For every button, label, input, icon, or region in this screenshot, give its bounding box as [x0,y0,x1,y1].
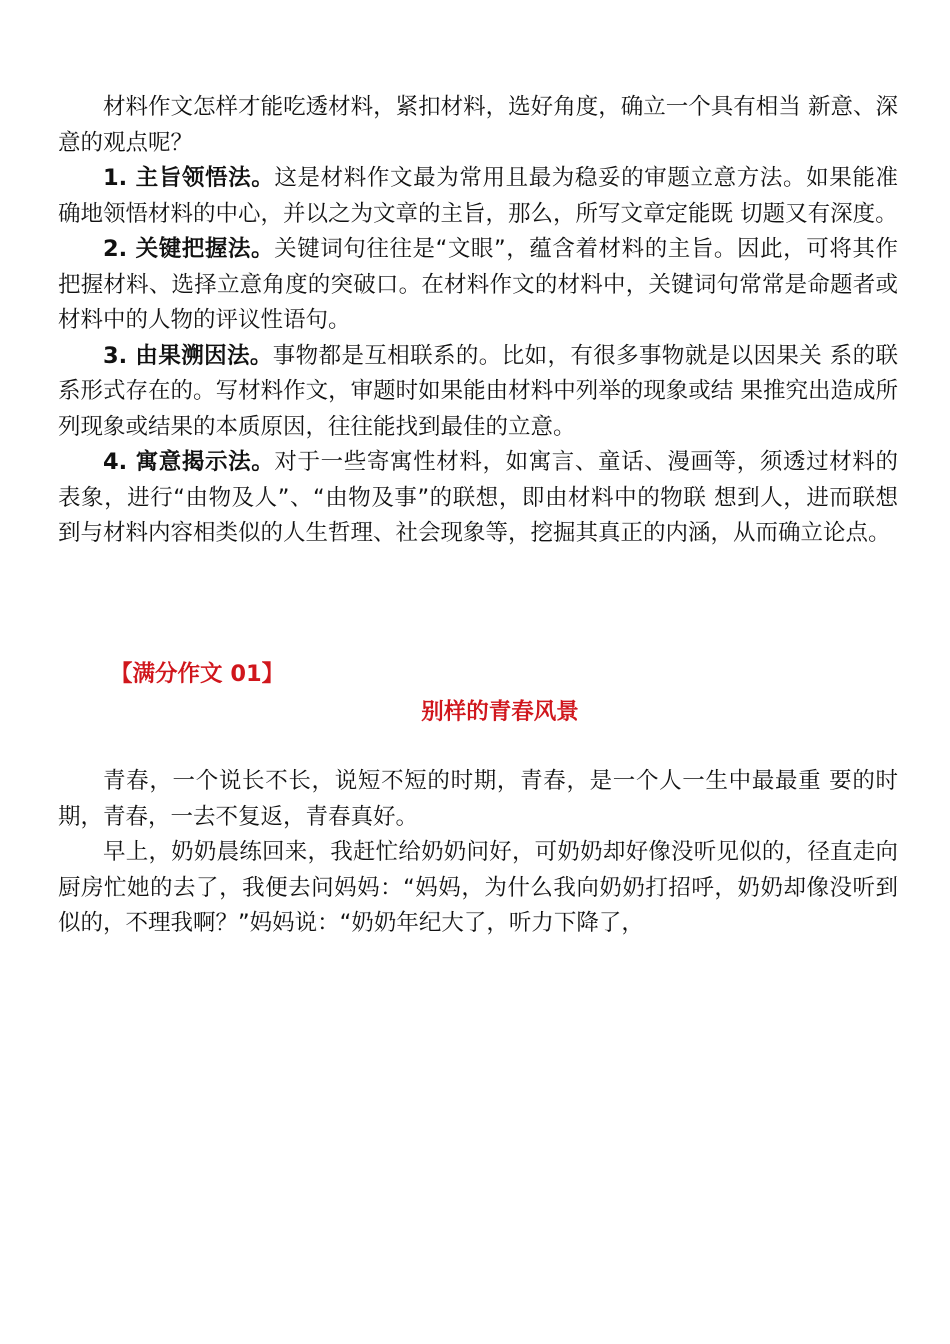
essay-paragraph: 早上，奶奶晨练回来，我赶忙给奶奶问好，可奶奶却好像没听见似的，径直走向厨房忙她的去了，我便去问妈妈：“妈妈，为什么我向奶奶打招呼，奶奶却像没听到似的，不理我啊？”妈妈说：“奶奶年纪大了，听力下降了， [58,839,898,936]
intro-question: 材料作文怎样才能吃透材料，紧扣材料，选好角度，确立一个具有相当 新意、深意的观点呢？ [58,94,898,156]
method-paragraph [58,339,898,446]
method-paragraph [58,232,898,339]
method-body: 对于一些寄寓性材料，如寓言、童话、漫画等，须透过材料的表象，进行“由物及人”、“由物及事”的联想，即由材料中的物联 想到人，进而联想到与材料内容相类似的人生哲理、社会现象等，挖掘其真正的内涵，从而确立论点。 [58,449,898,546]
method-body: 这是材料作文最为常用且最为稳妥的审题立意方法。如果能准确地领悟材料的中心，并以之为文章的主旨，那么，所写文章定能既 切题又有深度。 [58,165,898,227]
method-body: 事物都是互相联系的。比如，有很多事物就是以因果关 系的联系形式存在的。写材料作文，审题时如果能由材料中列举的现象或结 果推究出造成所列现象或结果的本质原因，往往能找到最佳的立意。 [58,342,898,440]
essay-body [58,764,898,942]
method-paragraph [58,161,898,232]
method-title: 4. 寓意揭示法。 [103,449,275,475]
method-title: 3. 由果溯因法。 [103,342,273,369]
method-body: 关键词句往往是“文眼”，蕴含着材料的主旨。因此，可将其作把握材料、选择立意角度的突破口。在材料作文的材料中，关键词句常常是命题者或材料中的人物的评议性语句。 [58,236,898,333]
essay-paragraph: 青春，一个说长不长，说短不短的时期，青春，是一个人一生中最最重 要的时期，青春，一去不复返，青春真好。 [58,768,898,830]
essay-label: 【满分作文 01】 [110,661,285,687]
method-paragraph [58,445,898,552]
method-title: 2. 关键把握法。 [103,236,275,262]
essay-title: 别样的青春风景 [421,699,579,725]
method-title: 1. 主旨领悟法。 [103,165,275,191]
methods-section [58,90,898,552]
